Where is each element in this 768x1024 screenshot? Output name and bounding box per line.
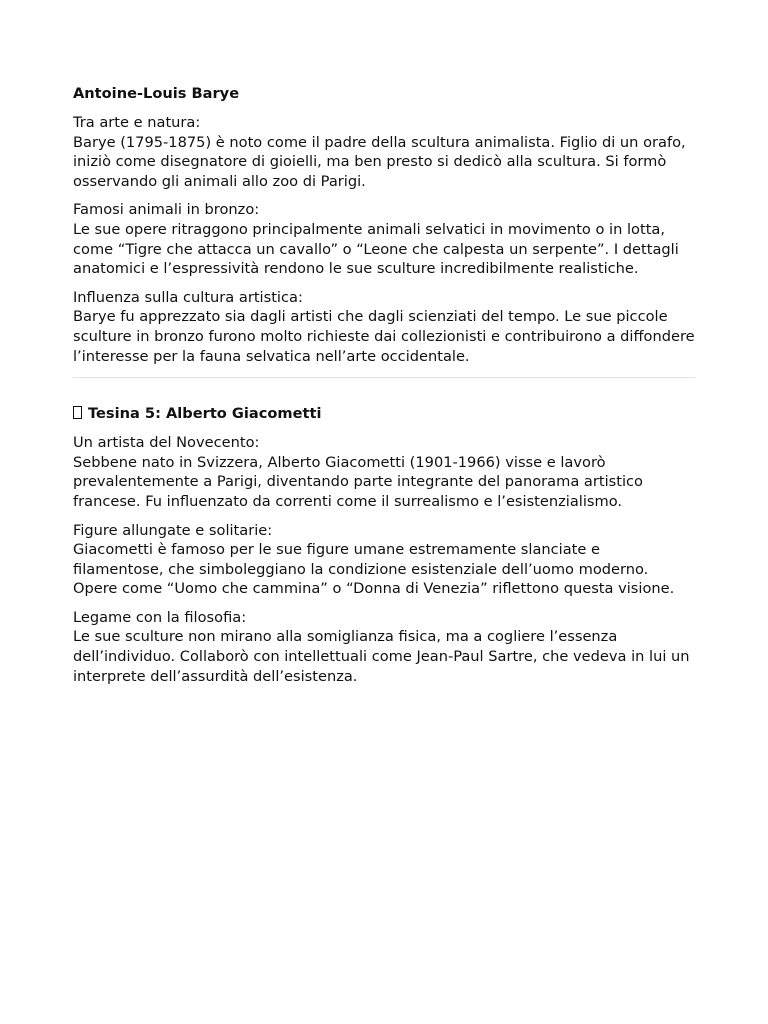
paragraph-text: Giacometti è famoso per le sue figure umane estremamente slanciate e filamentose, che simboleggiano la condizione esistenziale dell’uomo moderno. Opere come “Uomo che cammina” o “Donna di Venezia” riflettono questa visione. <box>73 541 675 598</box>
paragraph-text: Le sue opere ritraggono principalmente animali selvatici in movimento o in lotta, come “Tigre che attacca un cavallo” o “Leone che calpesta un serpente”. I dettagli anatomici e l’espressività rendono le sue sculture incredibilmente realistiche. <box>73 220 679 278</box>
paragraph-text: Le sue sculture non mirano alla somiglianza fisica, ma a cogliere l’essenza dell’individuo. Collaborò con intellettuali come Jean-Paul Sartre, che vedeva in lui un interprete dell’assurdità dell’esistenza. <box>73 628 690 685</box>
paragraph-text: Barye fu apprezzato sia dagli artisti che dagli scienziati del tempo. Le sue piccole sculture in bronzo furono molto richieste dai collezionisti e contribuirono a diffondere l’interesse per la fauna selvatica nell’arte occidentale. <box>73 308 695 365</box>
paragraph-heading: Tra arte e natura: <box>73 114 201 131</box>
paragraph-heading: Legame con la filosofia: <box>73 608 247 626</box>
section-title-text: Tesina 5: Alberto Giacometti <box>88 405 322 423</box>
paragraph-text: Sebbene nato in Svizzera, Alberto Giacometti (1901-1966) visse e lavorò prevalentemente a Parigi, diventando parte integrante del panorama artistico francese. Fu influenzato da correnti come il surrealismo e l’esistenzialismo. <box>73 453 643 510</box>
paragraph-giacometti-3 <box>73 608 695 686</box>
paragraph-heading: Un artista del Novecento: <box>73 434 260 452</box>
paragraph-barye-2 <box>73 200 695 278</box>
paragraph-heading: Famosi animali in bronzo: <box>73 201 260 219</box>
missing-glyph-icon <box>73 406 82 419</box>
paragraph-text: Barye (1795-1875) è noto come il padre della scultura animalista. Figlio di un orafo, iniziò come disegnatore di gioielli, ma ben presto si dedicò alla scultura. Si formò osservando gli animali allo zoo di Parigi. <box>73 133 686 190</box>
section-title-giacometti <box>73 404 695 424</box>
paragraph-giacometti-2 <box>73 521 695 599</box>
section-divider <box>73 377 695 378</box>
paragraph-heading: Influenza sulla cultura artistica: <box>73 288 303 306</box>
paragraph-barye-1 <box>73 113 695 191</box>
paragraph-heading: Figure allungate e solitarie: <box>73 521 273 539</box>
paragraph-giacometti-1 <box>73 433 695 511</box>
paragraph-barye-3 <box>73 288 695 366</box>
section-title-barye: Antoine-Louis Barye <box>73 85 240 102</box>
